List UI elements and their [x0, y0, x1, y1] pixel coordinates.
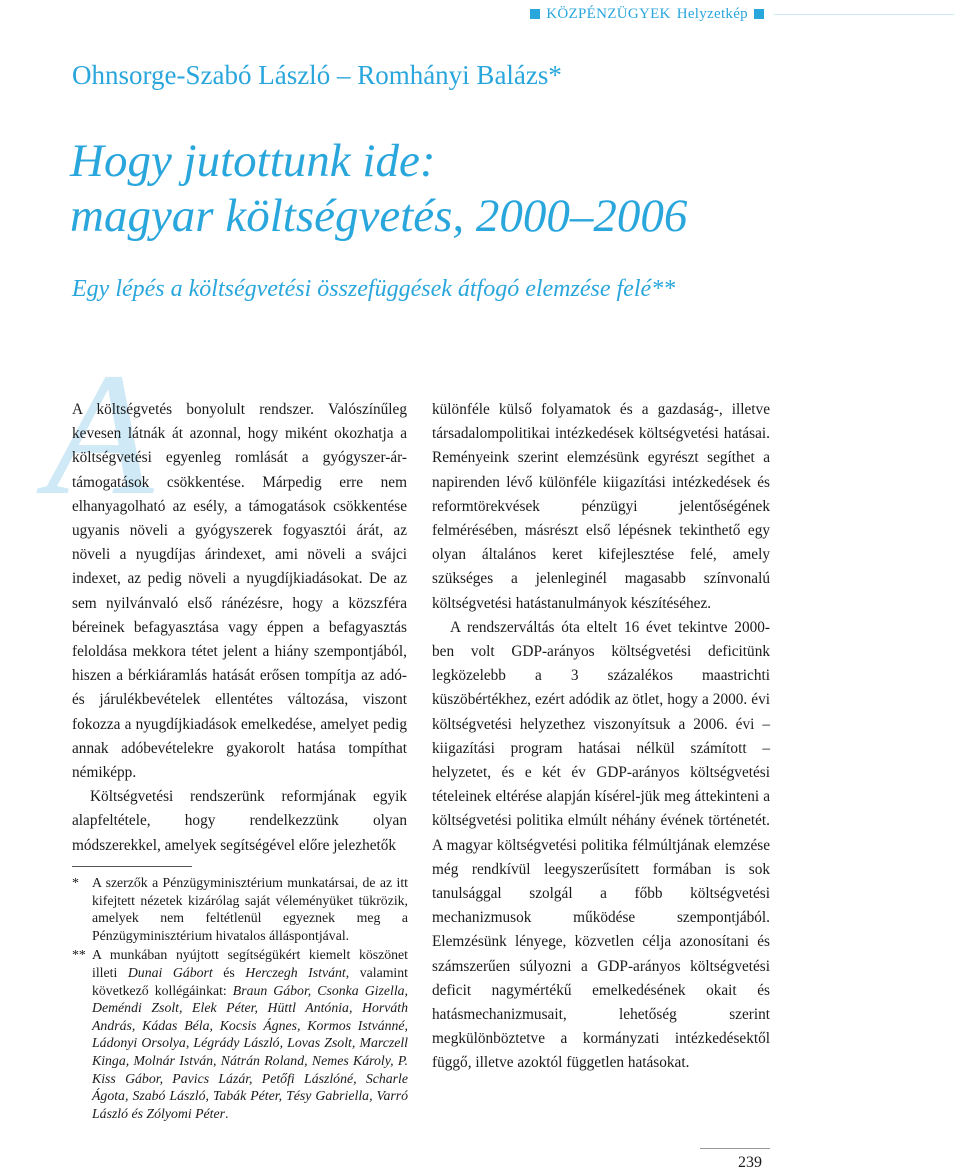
- header-section: KÖZPÉNZÜGYEK: [546, 5, 671, 22]
- square-bullet-icon: [530, 9, 540, 19]
- header-rule: [774, 14, 954, 15]
- article-title: [70, 134, 687, 244]
- article-subtitle: Egy lépés a költségvetési összefüggések átfogó elemzése felé**: [72, 276, 676, 302]
- footnote-name: Dunai Gábort: [127, 964, 213, 980]
- footnote-1: [72, 874, 408, 944]
- footnote-mark: *: [72, 875, 79, 890]
- footnote-text: A szerzők a Pénzügyminisztérium munkatársai, de az itt kifejtett nézetek kizárólag saját véleményüket tükrözik, amelyek nem feltétlenül egyeznek meg a Pénzügyminisztérium hivatalos álláspontjával.: [92, 875, 408, 943]
- footnote-text: , valamint következő kollégáinkat:: [92, 964, 408, 998]
- left-column: [72, 398, 407, 858]
- right-column: [432, 398, 770, 1076]
- running-header: [524, 4, 954, 24]
- title-line-1: Hogy jutottunk ide:: [70, 135, 436, 187]
- page-number-rule: [700, 1148, 770, 1149]
- footnote-text: .: [224, 1105, 229, 1121]
- footnote-divider: [72, 866, 192, 867]
- paragraph: A rendszerváltás óta eltelt 16 évet tekintve 2000-ben volt GDP-arányos költségvetési deficitünk legközelebb a 3 százalékos maastrichti küszöbértékhez, ezért adódik az ötlet, hogy a 2000. évi költségvetési helyzethez viszonyítsuk a 2006. évi – kiigazítási program hatásai nélkül számított – helyzetet, és e két év GDP-arányos költségvetési tételeinek eltérése alapján kísérel-jük meg áttekinteni a költségvetési politika elmúlt néhány évének történetét. A magyar költségvetési politika félmúltjának elemzése még rendkívül leegyszerűsített formában is sok tanulsággal szolgál a főbb költségvetési mechanizmusok működése szempontjából. Elemzésünk lényege, közvetlen célja azonosítani és számszerűen súlyozni a GDP-arányos költségvetési deficit nagymértékű emelkedésének okait és hatásmechanizmusait, lehetőség szerint megkülönböztetve a kormányzati intézkedésektől függő, illetve azoktól független hatásokat.: [432, 618, 770, 1072]
- paragraph: különféle külső folyamatok és a gazdaság-, illetve társadalompolitikai intézkedések költségvetési hatásai. Reményeink szerint elemzésünk egyrészt segíthet a napirenden lévő különféle kiigazítási intézkedések és reformtörekvések pénzügyi jelentőségének felmérésében, másrészt első lépésnek tekinthető egy olyan általános keret kifejlesztése felé, amely szükséges a jelenleginél magasabb színvonalú költségvetési hatástanulmányok készítéséhez.: [432, 401, 770, 612]
- authors: Ohnsorge-Szabó László – Romhányi Balázs*: [72, 60, 562, 90]
- footnote-text: és: [212, 964, 246, 980]
- paragraph: A költségvetés bonyolult rendszer. Valószínűleg kevesen látnák át azonnal, hogy miként okozhatja a költségvetési egyenleg romlását a gyógyszer-ár-támogatások csökkentése. Márpedig erre nem elhanyagolható az esély, a támogatások csökkentése ugyanis növeli a gyógyszerek fogyasztói árát, az növeli a nyugdíjas árindexet, ami növeli a svájci indexet, az pedig növeli a nyugdíjkiadásokat. De az sem nyilvánvaló első ránézésre, hogy a közszféra béreinek befagyasztása vagy éppen a befagyasztás feloldása mekkora tétet jelent a hiány szempontjából, hiszen a bérkiáramlás hatását erősen tompítja az adó- és járulékbevételek ellentétes változása, viszont fokozza a nyugdíjkiadások emelkedése, amelyet pedig annak adóbevételekre gyakorolt hatása tompíthat némiképp.: [72, 401, 407, 782]
- footnote-name: Herczegh Istvánt: [245, 964, 346, 980]
- paragraph: Költségvetési rendszerünk reformjának egyik alapfeltétele, hogy rendelkezzünk olyan módszerekkel, amelyek segítségével előre jelezhetők: [72, 788, 407, 854]
- footnote-text: A munkában nyújtott segítségükért kiemelt köszönet illeti: [92, 947, 408, 980]
- footnote-2: [72, 946, 408, 1122]
- square-bullet-icon: [754, 9, 764, 19]
- page-number: 239: [738, 1154, 762, 1171]
- header-subsection: Helyzetkép: [676, 5, 748, 22]
- footnote-names: Braun Gábor, Csonka Gizella, Deméndi Zsolt, Elek Péter, Hüttl Antónia, Horváth András, Kádas Béla, Kocsis Ágnes, Kormos Istvánné, Ládonyi Orsolya, Légrády László, Lovas Zsolt, Marczell Kinga, Molnár István, Nátrán Roland, Nemes Károly, P. Kiss Gábor, Pavics Lázár, Petőfi Lászlóné, Scharle Ágota, Szabó László, Tabák Péter, Tésy Gabriella, Varró László és Zólyomi Péter: [92, 982, 408, 1121]
- footnote-mark: **: [72, 947, 86, 963]
- footnotes: [72, 874, 408, 1124]
- drop-cap: A: [46, 337, 154, 532]
- title-line-2: magyar költségvetés, 2000–2006: [70, 190, 688, 242]
